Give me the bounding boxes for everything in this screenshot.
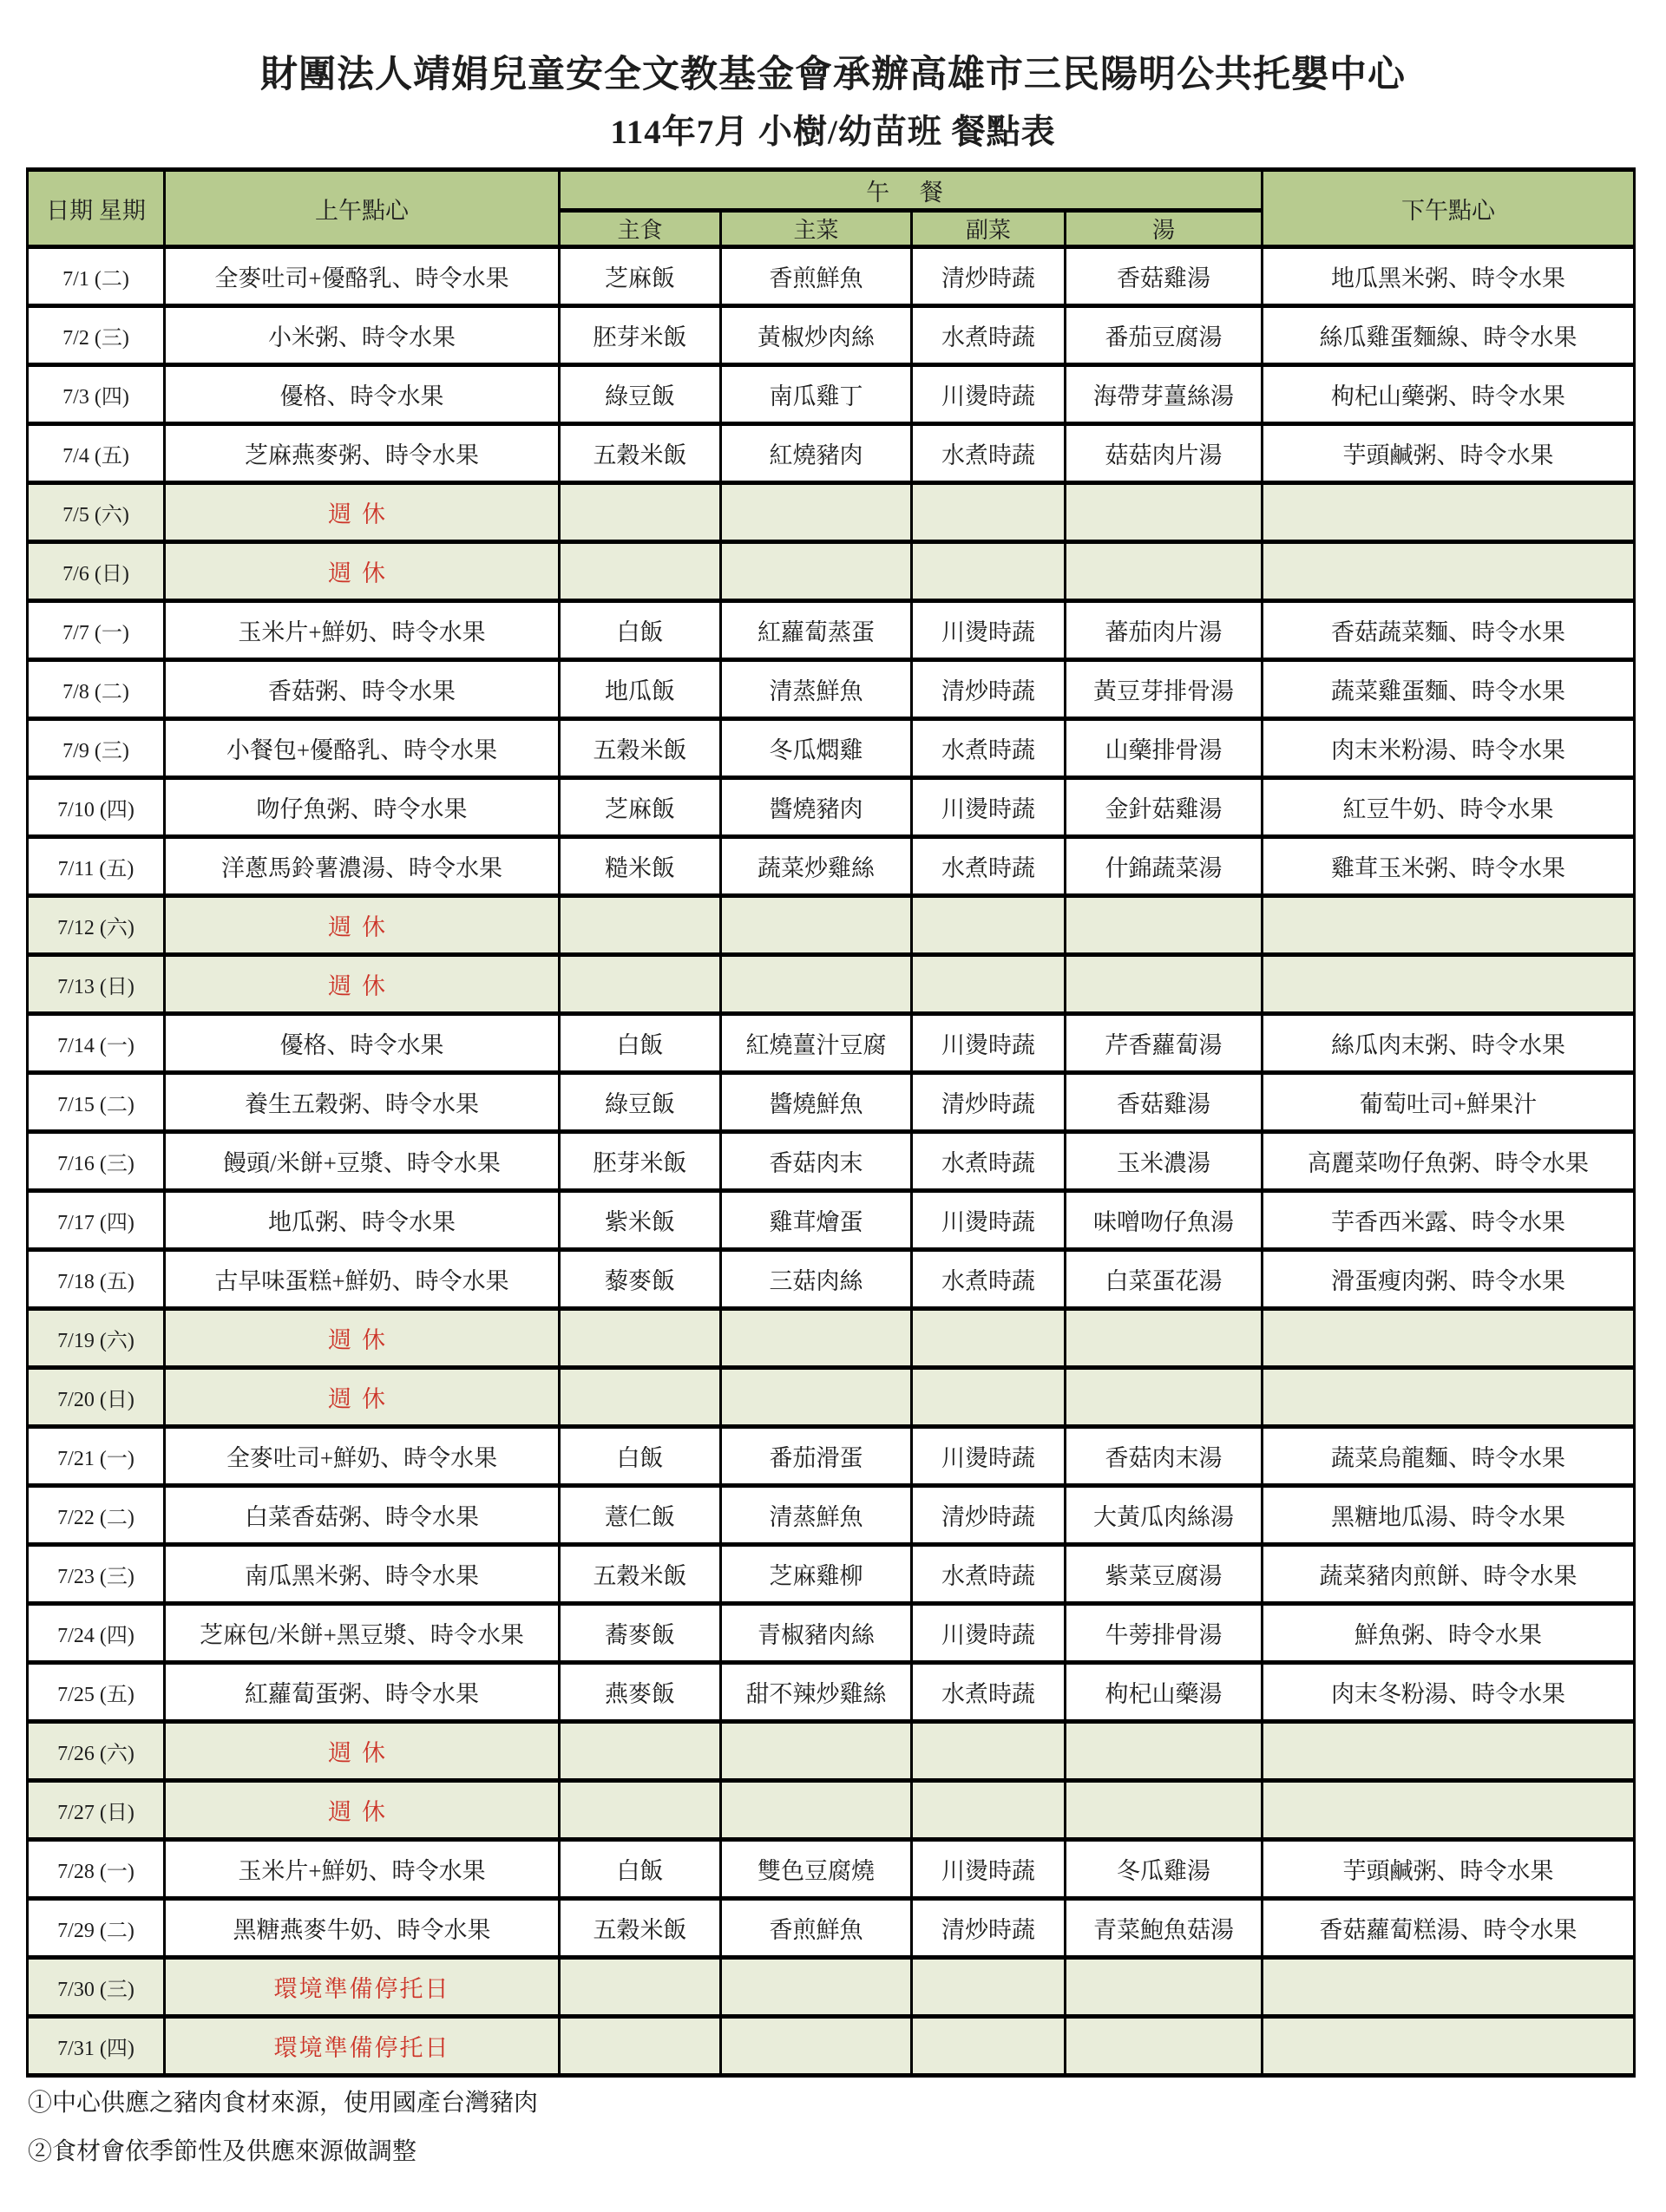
soup-cell [1066,1781,1263,1840]
staple-cell: 五穀米飯 [560,1899,721,1958]
header-morning-snack: 上午點心 [165,170,560,247]
page-subtitle: 114年7月 小樹/幼苗班 餐點表 [610,114,1056,152]
table-row [28,1368,1635,1427]
morning-snack-cell: 南瓜黑米粥、時令水果 [165,1545,560,1604]
note-pork-origin: ①中心供應之豬肉食材來源，使用國產台灣豬肉 [28,2090,539,2117]
table-row [28,542,1635,601]
staple-cell: 燕麥飯 [560,1663,721,1722]
main-dish-cell: 香煎鮮魚 [721,247,912,306]
side-dish-cell [912,1781,1066,1840]
soup-cell: 芹香蘿蔔湯 [1066,1014,1263,1073]
main-dish-cell: 清蒸鮮魚 [721,1486,912,1545]
table-row [28,719,1635,778]
afternoon-snack-cell: 黑糖地瓜湯、時令水果 [1263,1486,1635,1545]
staple-cell [560,896,721,955]
side-dish-cell: 川燙時蔬 [912,365,1066,424]
staple-cell [560,1781,721,1840]
date-cell: 7/19 (六) [28,1309,165,1368]
main-dish-cell: 醬燒鮮魚 [721,1073,912,1132]
morning-snack-cell: 白菜香菇粥、時令水果 [165,1486,560,1545]
date-cell: 7/29 (二) [28,1899,165,1958]
staple-cell: 白飯 [560,1014,721,1073]
date-cell: 7/27 (日) [28,1781,165,1840]
morning-snack-cell: 週休 [165,542,560,601]
soup-cell: 白菜蛋花湯 [1066,1250,1263,1309]
afternoon-snack-cell: 肉末冬粉湯、時令水果 [1263,1663,1635,1722]
table-row [28,1899,1635,1958]
soup-cell: 大黃瓜肉絲湯 [1066,1486,1263,1545]
side-dish-cell: 水煮時蔬 [912,424,1066,483]
afternoon-snack-cell: 滑蛋瘦肉粥、時令水果 [1263,1250,1635,1309]
main-dish-cell [721,896,912,955]
staple-cell [560,955,721,1014]
soup-cell: 枸杞山藥湯 [1066,1663,1263,1722]
date-cell: 7/4 (五) [28,424,165,483]
soup-cell [1066,542,1263,601]
side-dish-cell: 清炒時蔬 [912,660,1066,719]
soup-cell: 山藥排骨湯 [1066,719,1263,778]
date-cell: 7/13 (日) [28,955,165,1014]
main-dish-cell [721,2017,912,2076]
morning-snack-cell: 週休 [165,955,560,1014]
main-dish-cell: 青椒豬肉絲 [721,1604,912,1663]
afternoon-snack-cell: 蔬菜雞蛋麵、時令水果 [1263,660,1635,719]
afternoon-snack-cell: 高麗菜吻仔魚粥、時令水果 [1263,1132,1635,1191]
table-body [28,247,1635,2076]
date-cell: 7/31 (四) [28,2017,165,2076]
date-cell: 7/5 (六) [28,483,165,542]
afternoon-snack-cell: 地瓜黑米粥、時令水果 [1263,247,1635,306]
staple-cell: 綠豆飯 [560,1073,721,1132]
morning-snack-cell: 芝麻包/米餅+黑豆漿、時令水果 [165,1604,560,1663]
afternoon-snack-cell [1263,955,1635,1014]
staple-cell: 芝麻飯 [560,247,721,306]
side-dish-cell: 川燙時蔬 [912,1840,1066,1899]
afternoon-snack-cell: 葡萄吐司+鮮果汁 [1263,1073,1635,1132]
morning-snack-cell: 週休 [165,1781,560,1840]
main-dish-cell: 三菇肉絲 [721,1250,912,1309]
morning-snack-cell: 古早味蛋糕+鮮奶、時令水果 [165,1250,560,1309]
morning-snack-cell: 週休 [165,1722,560,1781]
morning-snack-cell: 小餐包+優酪乳、時令水果 [165,719,560,778]
date-cell: 7/8 (二) [28,660,165,719]
staple-cell: 五穀米飯 [560,424,721,483]
note-seasonal-adjust: ②食材會依季節性及供應來源做調整 [28,2138,417,2166]
side-dish-cell: 川燙時蔬 [912,1014,1066,1073]
morning-snack-cell: 吻仔魚粥、時令水果 [165,778,560,837]
soup-cell [1066,1722,1263,1781]
table-row [28,2017,1635,2076]
side-dish-cell: 水煮時蔬 [912,1250,1066,1309]
morning-snack-cell: 地瓜粥、時令水果 [165,1191,560,1250]
table-row [28,424,1635,483]
table-row [28,1781,1635,1840]
soup-cell: 番茄豆腐湯 [1066,306,1263,365]
table-row [28,1958,1635,2017]
morning-snack-cell: 環境準備停托日 [165,1958,560,2017]
main-dish-cell: 紅燒薑汁豆腐 [721,1014,912,1073]
table-row [28,1486,1635,1545]
staple-cell [560,2017,721,2076]
main-dish-cell: 清蒸鮮魚 [721,660,912,719]
date-cell: 7/30 (三) [28,1958,165,2017]
table-row [28,1722,1635,1781]
date-cell: 7/22 (二) [28,1486,165,1545]
side-dish-cell: 川燙時蔬 [912,778,1066,837]
main-dish-cell [721,1368,912,1427]
morning-snack-cell: 優格、時令水果 [165,1014,560,1073]
side-dish-cell [912,542,1066,601]
afternoon-snack-cell [1263,483,1635,542]
afternoon-snack-cell [1263,1722,1635,1781]
side-dish-cell [912,1958,1066,2017]
table-header [28,170,1635,247]
soup-cell [1066,1958,1263,2017]
main-dish-cell [721,1781,912,1840]
side-dish-cell: 清炒時蔬 [912,1486,1066,1545]
afternoon-snack-cell [1263,542,1635,601]
morning-snack-cell: 環境準備停托日 [165,2017,560,2076]
afternoon-snack-cell: 雞茸玉米粥、時令水果 [1263,837,1635,896]
main-dish-cell: 冬瓜燜雞 [721,719,912,778]
side-dish-cell: 川燙時蔬 [912,601,1066,660]
table-row [28,778,1635,837]
main-dish-cell: 紅蘿蔔蒸蛋 [721,601,912,660]
main-dish-cell: 雞茸燴蛋 [721,1191,912,1250]
side-dish-cell [912,483,1066,542]
table-row [28,1309,1635,1368]
morning-snack-cell: 週休 [165,483,560,542]
table-row [28,955,1635,1014]
soup-cell [1066,896,1263,955]
side-dish-cell: 川燙時蔬 [912,1191,1066,1250]
date-cell: 7/14 (一) [28,1014,165,1073]
date-cell: 7/1 (二) [28,247,165,306]
table-row [28,660,1635,719]
soup-cell: 海帶芽薑絲湯 [1066,365,1263,424]
main-dish-cell: 甜不辣炒雞絲 [721,1663,912,1722]
side-dish-cell [912,955,1066,1014]
afternoon-snack-cell: 芋頭鹹粥、時令水果 [1263,1840,1635,1899]
side-dish-cell [912,1722,1066,1781]
table-row [28,1191,1635,1250]
side-dish-cell: 清炒時蔬 [912,1899,1066,1958]
date-cell: 7/7 (一) [28,601,165,660]
afternoon-snack-cell: 肉末米粉湯、時令水果 [1263,719,1635,778]
morning-snack-cell: 玉米片+鮮奶、時令水果 [165,1840,560,1899]
soup-cell: 紫菜豆腐湯 [1066,1545,1263,1604]
soup-cell: 玉米濃湯 [1066,1132,1263,1191]
side-dish-cell: 清炒時蔬 [912,1073,1066,1132]
soup-cell [1066,955,1263,1014]
staple-cell [560,1722,721,1781]
soup-cell: 青菜鮑魚菇湯 [1066,1899,1263,1958]
main-dish-cell: 芝麻雞柳 [721,1545,912,1604]
side-dish-cell [912,1309,1066,1368]
staple-cell: 胚芽米飯 [560,306,721,365]
main-dish-cell [721,542,912,601]
soup-cell: 菇菇肉片湯 [1066,424,1263,483]
side-dish-cell: 水煮時蔬 [912,306,1066,365]
table-row [28,837,1635,896]
staple-cell [560,1309,721,1368]
soup-cell: 香菇雞湯 [1066,1073,1263,1132]
afternoon-snack-cell: 絲瓜雞蛋麵線、時令水果 [1263,306,1635,365]
date-cell: 7/23 (三) [28,1545,165,1604]
side-dish-cell [912,896,1066,955]
staple-cell [560,1958,721,2017]
staple-cell: 胚芽米飯 [560,1132,721,1191]
morning-snack-cell: 全麥吐司+鮮奶、時令水果 [165,1427,560,1486]
date-cell: 7/20 (日) [28,1368,165,1427]
soup-cell: 黃豆芽排骨湯 [1066,660,1263,719]
header-soup: 湯 [1066,211,1263,247]
staple-cell [560,1368,721,1427]
staple-cell: 白飯 [560,601,721,660]
staple-cell [560,542,721,601]
main-dish-cell: 黃椒炒肉絲 [721,306,912,365]
main-dish-cell: 雙色豆腐燒 [721,1840,912,1899]
main-dish-cell: 南瓜雞丁 [721,365,912,424]
table-row [28,1073,1635,1132]
staple-cell: 紫米飯 [560,1191,721,1250]
soup-cell: 蕃茄肉片湯 [1066,601,1263,660]
soup-cell: 金針菇雞湯 [1066,778,1263,837]
soup-cell [1066,1309,1263,1368]
afternoon-snack-cell [1263,896,1635,955]
main-dish-cell [721,1309,912,1368]
main-dish-cell: 香菇肉末 [721,1132,912,1191]
afternoon-snack-cell: 絲瓜肉末粥、時令水果 [1263,1014,1635,1073]
soup-cell [1066,1368,1263,1427]
afternoon-snack-cell: 蔬菜烏龍麵、時令水果 [1263,1427,1635,1486]
morning-snack-cell: 週休 [165,1309,560,1368]
afternoon-snack-cell [1263,1368,1635,1427]
soup-cell: 味噌吻仔魚湯 [1066,1191,1263,1250]
table-row [28,365,1635,424]
morning-snack-cell: 玉米片+鮮奶、時令水果 [165,601,560,660]
date-cell: 7/25 (五) [28,1663,165,1722]
side-dish-cell: 川燙時蔬 [912,1427,1066,1486]
morning-snack-cell: 全麥吐司+優酪乳、時令水果 [165,247,560,306]
staple-cell [560,483,721,542]
morning-snack-cell: 洋蔥馬鈴薯濃湯、時令水果 [165,837,560,896]
header-staple: 主食 [560,211,721,247]
afternoon-snack-cell [1263,1309,1635,1368]
side-dish-cell: 水煮時蔬 [912,1545,1066,1604]
staple-cell: 藜麥飯 [560,1250,721,1309]
header-lunch: 午 餐 [560,170,1263,211]
staple-cell: 白飯 [560,1427,721,1486]
side-dish-cell: 水煮時蔬 [912,1132,1066,1191]
date-cell: 7/26 (六) [28,1722,165,1781]
main-dish-cell: 蔬菜炒雞絲 [721,837,912,896]
main-dish-cell [721,483,912,542]
main-dish-cell [721,1722,912,1781]
table-row [28,896,1635,955]
header-row-top [28,170,1635,211]
staple-cell: 地瓜飯 [560,660,721,719]
staple-cell: 五穀米飯 [560,719,721,778]
side-dish-cell [912,1368,1066,1427]
afternoon-snack-cell [1263,1781,1635,1840]
soup-cell: 香菇雞湯 [1066,247,1263,306]
staple-cell: 蕎麥飯 [560,1604,721,1663]
soup-cell [1066,2017,1263,2076]
main-dish-cell: 醬燒豬肉 [721,778,912,837]
main-dish-cell: 番茄滑蛋 [721,1427,912,1486]
table-row [28,1604,1635,1663]
side-dish-cell: 水煮時蔬 [912,837,1066,896]
main-dish-cell [721,955,912,1014]
header-side-dish: 副菜 [912,211,1066,247]
afternoon-snack-cell: 蔬菜豬肉煎餅、時令水果 [1263,1545,1635,1604]
side-dish-cell: 水煮時蔬 [912,1663,1066,1722]
date-cell: 7/9 (三) [28,719,165,778]
morning-snack-cell: 養生五穀粥、時令水果 [165,1073,560,1132]
date-cell: 7/12 (六) [28,896,165,955]
meal-table [26,167,1636,2078]
main-dish-cell: 香煎鮮魚 [721,1899,912,1958]
date-cell: 7/3 (四) [28,365,165,424]
table-row [28,247,1635,306]
morning-snack-cell: 週休 [165,1368,560,1427]
header-afternoon-snack: 下午點心 [1263,170,1635,247]
afternoon-snack-cell: 鮮魚粥、時令水果 [1263,1604,1635,1663]
staple-cell: 糙米飯 [560,837,721,896]
table-row [28,1840,1635,1899]
date-cell: 7/17 (四) [28,1191,165,1250]
afternoon-snack-cell: 芋頭鹹粥、時令水果 [1263,424,1635,483]
date-cell: 7/16 (三) [28,1132,165,1191]
side-dish-cell [912,2017,1066,2076]
morning-snack-cell: 芝麻燕麥粥、時令水果 [165,424,560,483]
morning-snack-cell: 紅蘿蔔蛋粥、時令水果 [165,1663,560,1722]
main-dish-cell [721,1958,912,2017]
side-dish-cell: 川燙時蔬 [912,1604,1066,1663]
soup-cell: 牛蒡排骨湯 [1066,1604,1263,1663]
date-cell: 7/10 (四) [28,778,165,837]
afternoon-snack-cell: 枸杞山藥粥、時令水果 [1263,365,1635,424]
afternoon-snack-cell: 紅豆牛奶、時令水果 [1263,778,1635,837]
morning-snack-cell: 優格、時令水果 [165,365,560,424]
soup-cell [1066,483,1263,542]
date-cell: 7/18 (五) [28,1250,165,1309]
date-cell: 7/6 (日) [28,542,165,601]
table-row [28,306,1635,365]
main-dish-cell: 紅燒豬肉 [721,424,912,483]
table-row [28,1014,1635,1073]
soup-cell: 什錦蔬菜湯 [1066,837,1263,896]
staple-cell: 芝麻飯 [560,778,721,837]
staple-cell: 綠豆飯 [560,365,721,424]
date-cell: 7/11 (五) [28,837,165,896]
afternoon-snack-cell: 芋香西米露、時令水果 [1263,1191,1635,1250]
afternoon-snack-cell [1263,1958,1635,2017]
soup-cell: 冬瓜雞湯 [1066,1840,1263,1899]
morning-snack-cell: 饅頭/米餅+豆漿、時令水果 [165,1132,560,1191]
table-row [28,1132,1635,1191]
afternoon-snack-cell: 香菇蘿蔔糕湯、時令水果 [1263,1899,1635,1958]
side-dish-cell: 清炒時蔬 [912,247,1066,306]
afternoon-snack-cell [1263,2017,1635,2076]
table-row [28,1545,1635,1604]
morning-snack-cell: 黑糖燕麥牛奶、時令水果 [165,1899,560,1958]
table-row [28,1663,1635,1722]
table-row [28,483,1635,542]
table-row [28,1250,1635,1309]
morning-snack-cell: 週休 [165,896,560,955]
morning-snack-cell: 香菇粥、時令水果 [165,660,560,719]
date-cell: 7/2 (三) [28,306,165,365]
header-date: 日期 星期 [28,170,165,247]
afternoon-snack-cell: 香菇蔬菜麵、時令水果 [1263,601,1635,660]
page-title: 財團法人靖娟兒童安全文教基金會承辦高雄市三民陽明公共托嬰中心 [260,55,1406,95]
table-row [28,1427,1635,1486]
header-main-dish: 主菜 [721,211,912,247]
date-cell: 7/28 (一) [28,1840,165,1899]
footnotes [28,2091,1666,2164]
staple-cell: 薏仁飯 [560,1486,721,1545]
date-cell: 7/24 (四) [28,1604,165,1663]
side-dish-cell: 水煮時蔬 [912,719,1066,778]
soup-cell: 香菇肉末湯 [1066,1427,1263,1486]
staple-cell: 五穀米飯 [560,1545,721,1604]
table-row [28,601,1635,660]
morning-snack-cell: 小米粥、時令水果 [165,306,560,365]
staple-cell: 白飯 [560,1840,721,1899]
date-cell: 7/21 (一) [28,1427,165,1486]
date-cell: 7/15 (二) [28,1073,165,1132]
